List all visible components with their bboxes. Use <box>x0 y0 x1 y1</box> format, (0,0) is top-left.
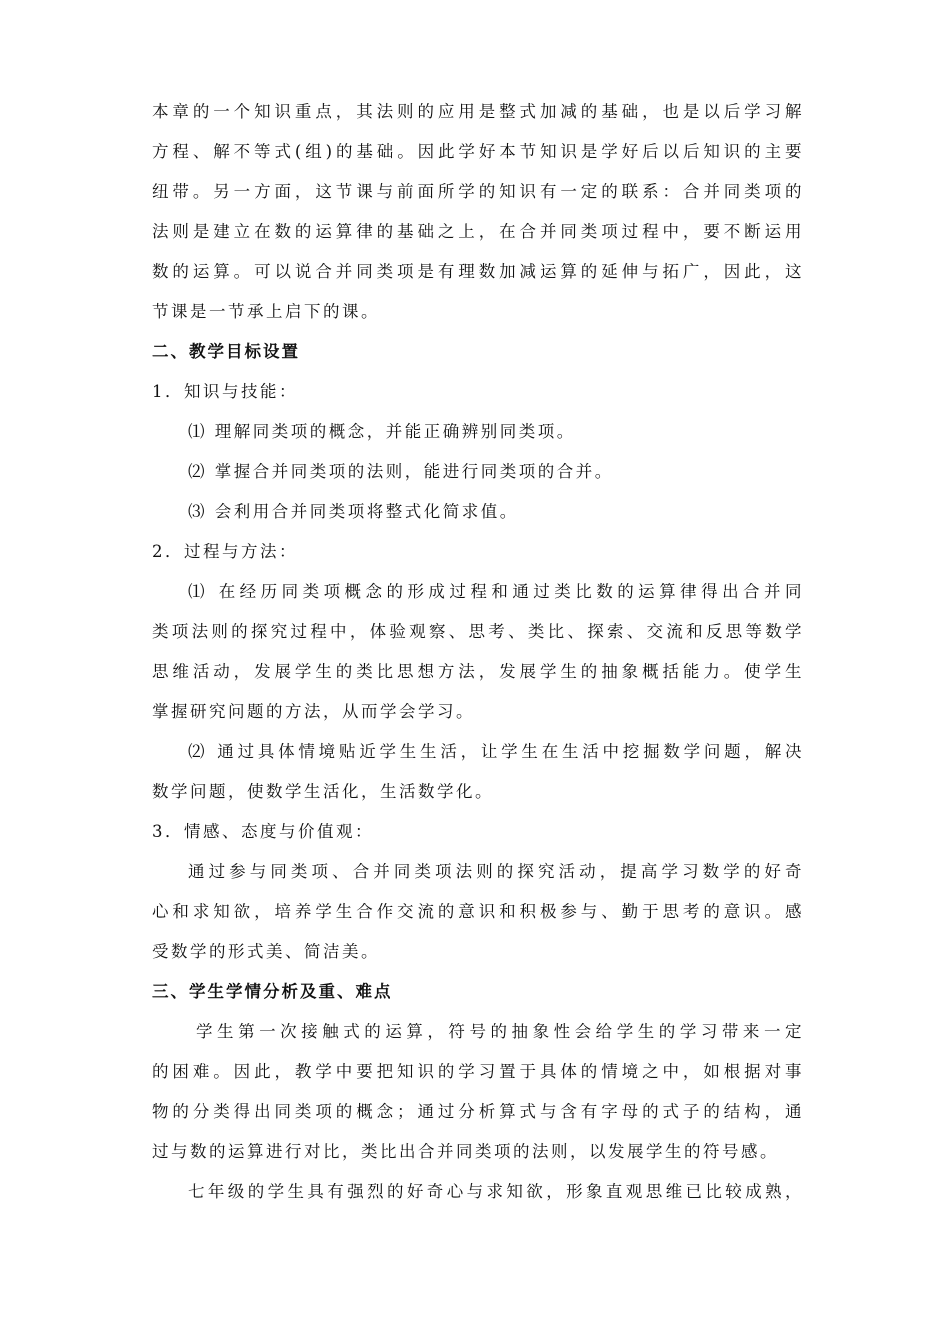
subsection-title-knowledge: 1．知识与技能： <box>152 382 298 401</box>
paragraph-line: 过与数的运算进行对比，类比出合并同类项的法则，以发展学生的符号感。 <box>152 1142 779 1161</box>
intro-line: 方程、解不等式(组)的基础。因此学好本节知识是学好后以后知识的主要 <box>152 142 804 161</box>
paragraph-line: 心和求知欲，培养学生合作交流的意识和积极参与、勤于思考的意识。感 <box>152 902 804 921</box>
intro-line: 纽带。另一方面，这节课与前面所学的知识有一定的联系：合并同类项的 <box>152 182 804 201</box>
intro-line: 本章的一个知识重点，其法则的应用是整式加减的基础，也是以后学习解 <box>152 102 804 121</box>
section-heading-objectives: 二、教学目标设置 <box>152 342 300 361</box>
intro-line: 节课是一节承上启下的课。 <box>152 302 380 321</box>
list-item: ⑴ 理解同类项的概念，并能正确辨别同类项。 <box>188 422 576 441</box>
paragraph-line: 掌握研究问题的方法，从而学会学习。 <box>152 702 475 721</box>
subsection-title-process: 2．过程与方法： <box>152 542 298 561</box>
page-content <box>152 92 804 1212</box>
intro-line: 法则是建立在数的运算律的基础之上，在合并同类项过程中，要不断运用 <box>152 222 804 241</box>
paragraph-line: 思维活动，发展学生的类比思想方法，发展学生的抽象概括能力。使学生 <box>152 662 804 681</box>
section-heading-analysis: 三、学生学情分析及重、难点 <box>152 982 393 1001</box>
paragraph-line: ⑴ 在经历同类项概念的形成过程和通过类比数的运算律得出合并同 <box>188 582 804 601</box>
subsection-title-attitude: 3．情感、态度与价值观： <box>152 822 374 841</box>
intro-line: 数的运算。可以说合并同类项是有理数加减运算的延伸与拓广，因此，这 <box>152 262 804 281</box>
paragraph-line: 物的分类得出同类项的概念；通过分析算式与含有字母的式子的结构，通 <box>152 1102 804 1121</box>
paragraph-line: 受数学的形式美、简洁美。 <box>152 942 380 961</box>
paragraph-line: 七年级的学生具有强烈的好奇心与求知欲，形象直观思维已比较成熟， <box>188 1182 804 1201</box>
paragraph-line: 数学问题，使数学生活化，生活数学化。 <box>152 782 494 801</box>
paragraph-line: 类项法则的探究过程中，体验观察、思考、类比、探索、交流和反思等数学 <box>152 622 804 641</box>
paragraph-line: 学生第一次接触式的运算，符号的抽象性会给学生的学习带来一定 <box>196 1022 804 1041</box>
list-item: ⑶ 会利用合并同类项将整式化简求值。 <box>188 502 519 521</box>
paragraph-line: 通过参与同类项、合并同类项法则的探究活动，提高学习数学的好奇 <box>188 862 804 881</box>
paragraph-line: ⑵ 通过具体情境贴近学生生活，让学生在生活中挖掘数学问题，解决 <box>188 742 804 761</box>
paragraph-line: 的困难。因此，教学中要把知识的学习置于具体的情境之中，如根据对事 <box>152 1062 804 1081</box>
list-item: ⑵ 掌握合并同类项的法则，能进行同类项的合并。 <box>188 462 614 481</box>
